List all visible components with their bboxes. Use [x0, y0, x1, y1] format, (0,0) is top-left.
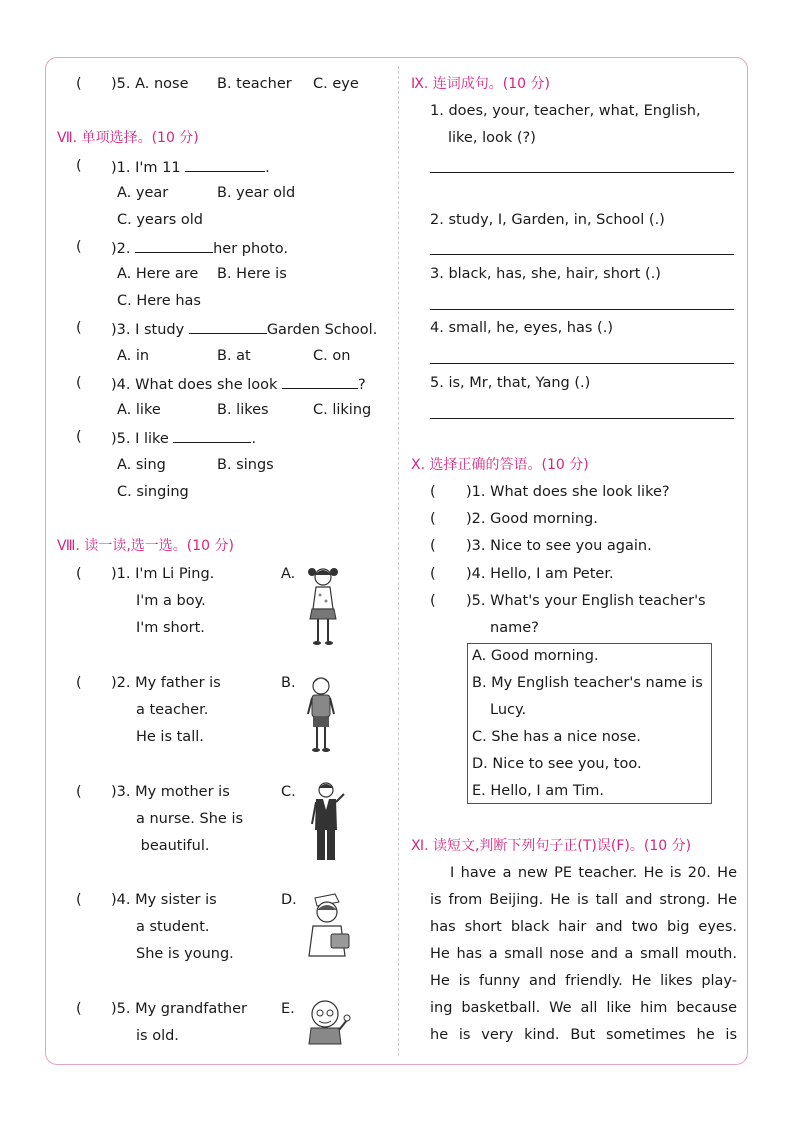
- question-line: like, look (?): [448, 130, 536, 146]
- answer-blank: [135, 238, 213, 253]
- question-line: )3. My mother is: [111, 784, 230, 800]
- option-c: C. years old: [117, 212, 203, 228]
- answer-paren: (: [76, 429, 82, 445]
- answer-line: [430, 363, 734, 364]
- picture-label-c: C.: [281, 784, 296, 800]
- answer-paren: (: [76, 76, 82, 92]
- question-line: )4. Hello, I am Peter.: [466, 566, 614, 582]
- option-c: C. singing: [117, 484, 189, 500]
- option-c: C. eye: [313, 76, 359, 92]
- passage-line: I have a new PE teacher. He is 20. He: [450, 865, 737, 881]
- answer-paren: (: [76, 320, 82, 336]
- option-b: B. sings: [217, 457, 274, 473]
- passage-line: he is very kind. But sometimes he is: [430, 1027, 737, 1043]
- question-stem: )1. I'm 11 .: [111, 157, 270, 177]
- option-b-cont: Lucy.: [490, 702, 527, 718]
- section-8-title: Ⅷ. 读一读,选一选。(10 分): [57, 538, 234, 554]
- picture-label-b: B.: [281, 675, 296, 691]
- picture-label-a: A.: [281, 566, 296, 582]
- option-a: A. like: [117, 402, 161, 418]
- question-line: )5. My grandfather: [111, 1001, 247, 1017]
- answer-blank: [282, 374, 358, 389]
- answer-line: [430, 172, 734, 173]
- answer-paren: (: [76, 784, 82, 800]
- answer-paren: (: [76, 1001, 82, 1017]
- question-stem: )5. A. nose: [111, 76, 189, 92]
- question-line: a teacher.: [136, 702, 209, 718]
- section-7-title: Ⅶ. 单项选择。(10 分): [57, 130, 199, 146]
- picture-label-d: D.: [281, 892, 297, 908]
- answer-paren: (: [76, 892, 82, 908]
- question-line: )1. I'm Li Ping.: [111, 566, 215, 582]
- grandfather-illustration: [305, 996, 351, 1046]
- question-stem: )3. I study Garden School.: [111, 319, 377, 339]
- question-line: 2. study, I, Garden, in, School (.): [430, 212, 665, 228]
- teacher-man-illustration: [306, 780, 346, 866]
- option-b: B. My English teacher's name is: [472, 675, 703, 691]
- girl-illustration: [303, 563, 343, 649]
- question-line: He is tall.: [136, 729, 204, 745]
- answer-paren: (: [76, 158, 82, 174]
- option-a: A. Here are: [117, 266, 199, 282]
- option-b: B. teacher: [217, 76, 292, 92]
- answer-paren: (: [76, 675, 82, 691]
- section-10-title: Ⅹ. 选择正确的答语。(10 分): [411, 457, 589, 473]
- answer-line: [430, 418, 734, 419]
- question-line: 1. does, your, teacher, what, English,: [430, 103, 701, 119]
- answer-paren: (: [430, 511, 436, 527]
- option-c: C. liking: [313, 402, 372, 418]
- question-line: a student.: [136, 919, 210, 935]
- answer-paren: (: [76, 375, 82, 391]
- option-a: A. Good morning.: [472, 648, 599, 664]
- option-a: A. sing: [117, 457, 166, 473]
- question-line: 4. small, he, eyes, has (.): [430, 320, 613, 336]
- passage-line: He is funny and friendly. He likes play-: [430, 973, 737, 989]
- answer-paren: (: [76, 566, 82, 582]
- question-line: a nurse. She is: [136, 811, 244, 827]
- answer-paren: (: [430, 484, 436, 500]
- option-c: C. Here has: [117, 293, 201, 309]
- answer-options-box: [467, 643, 712, 804]
- answer-paren: (: [430, 538, 436, 554]
- question-line: )2. My father is: [111, 675, 221, 691]
- passage-line: ing basketball. We all like him because: [430, 1000, 737, 1016]
- boy-illustration: [303, 674, 339, 756]
- question-stem: )4. What does she look ?: [111, 374, 366, 394]
- question-line: )5. What's your English teacher's: [466, 593, 706, 609]
- answer-paren: (: [430, 593, 436, 609]
- section-11-title: Ⅺ. 读短文,判断下列句子正(T)误(F)。(10 分): [411, 838, 692, 854]
- column-divider: [398, 66, 399, 1056]
- option-e: E. Hello, I am Tim.: [472, 783, 605, 799]
- option-b: B. likes: [217, 402, 269, 418]
- question-line: )4. My sister is: [111, 892, 217, 908]
- question-line: She is young.: [136, 946, 234, 962]
- question-line: I'm a boy.: [136, 593, 206, 609]
- answer-paren: (: [76, 239, 82, 255]
- question-line: )2. Good morning.: [466, 511, 598, 527]
- question-line: beautiful.: [136, 838, 210, 854]
- option-c: C. She has a nice nose.: [472, 729, 641, 745]
- question-line: 3. black, has, she, hair, short (.): [430, 266, 661, 282]
- option-a: A. year: [117, 185, 169, 201]
- question-line: )1. What does she look like?: [466, 484, 670, 500]
- option-b: B. Here is: [217, 266, 287, 282]
- passage-line: He has a small nose and a small mouth.: [430, 946, 737, 962]
- answer-paren: (: [430, 566, 436, 582]
- question-line: name?: [490, 620, 539, 636]
- question-stem: )5. I like .: [111, 428, 256, 448]
- question-line: is old.: [136, 1028, 179, 1044]
- passage-line: has short black hair and two big eyes.: [430, 919, 737, 935]
- option-c: C. on: [313, 348, 351, 364]
- picture-label-e: E.: [281, 1001, 295, 1017]
- passage-line: is from Beijing. He is tall and strong. He: [430, 892, 737, 908]
- option-d: D. Nice to see you, too.: [472, 756, 642, 772]
- answer-blank: [185, 157, 265, 172]
- question-stem: )2. her photo.: [111, 238, 288, 258]
- answer-blank: [189, 319, 267, 334]
- nurse-illustration: [305, 890, 355, 960]
- option-b: B. year old: [217, 185, 296, 201]
- answer-line: [430, 309, 734, 310]
- answer-blank: [173, 428, 251, 443]
- question-line: )3. Nice to see you again.: [466, 538, 652, 554]
- option-a: A. in: [117, 348, 150, 364]
- section-9-title: Ⅸ. 连词成句。(10 分): [411, 76, 550, 92]
- question-line: I'm short.: [136, 620, 205, 636]
- answer-line: [430, 254, 734, 255]
- question-line: 5. is, Mr, that, Yang (.): [430, 375, 591, 391]
- option-b: B. at: [217, 348, 251, 364]
